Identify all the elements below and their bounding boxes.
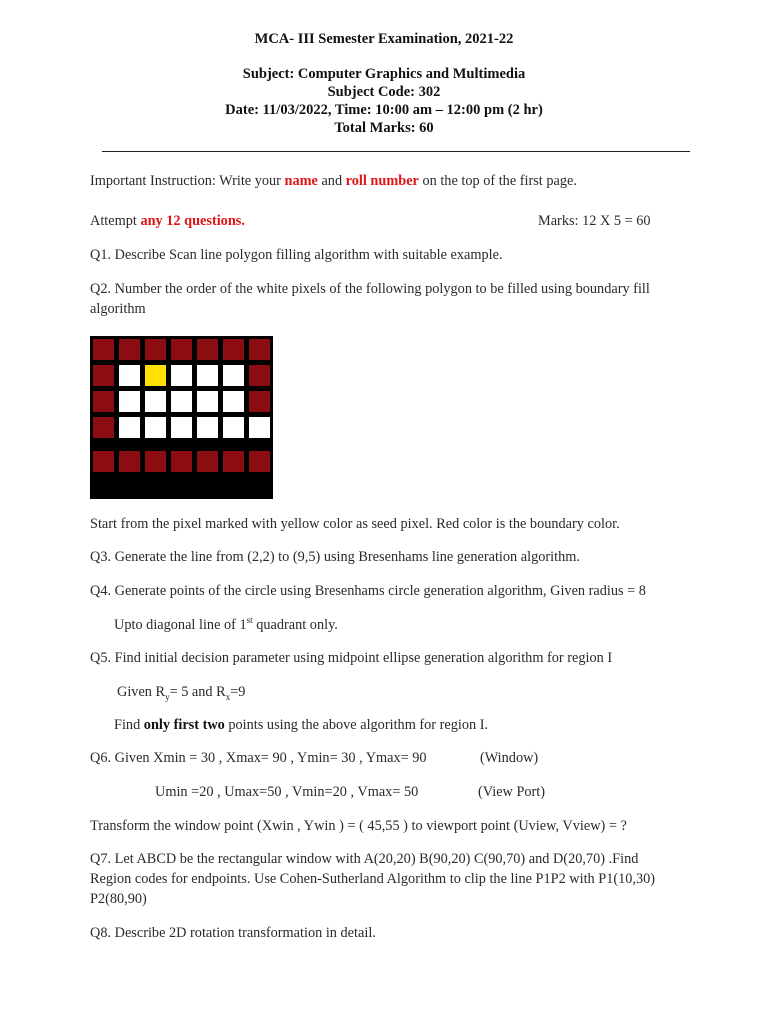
question-7-line-1: Q7. Let ABCD be the rectangular window with A(20,20) B(90,20) C(90,70) and D(20,70) .Find (90, 851, 639, 867)
exam-title: MCA- III Semester Examination, 2021-22 (254, 31, 514, 47)
question-6-window-tag: (Window) (480, 750, 539, 766)
question-2-seed-note: Start from the pixel marked with yellow color as seed pixel. Red color is the boundary color. (90, 516, 620, 532)
question-6-line-1: Q6. Given Xmin = 30 , Xmax= 90 , Ymin= 30 , Ymax= 90 (90, 750, 427, 766)
question-4-line-2 (114, 617, 338, 634)
question-6-viewport-tag: (View Port) (478, 784, 546, 800)
important-instruction (90, 173, 577, 190)
pixel-fill (197, 391, 218, 412)
pixel-boundary (223, 339, 244, 360)
q5-given-pre: Given R (117, 684, 166, 700)
pixel-fill (171, 417, 192, 438)
pixel-fill (171, 365, 192, 386)
pixel-fill (197, 417, 218, 438)
subject-line: Subject: Computer Graphics and Multimedia (242, 66, 526, 82)
pixel-fill (145, 417, 166, 438)
q4-sup: st (246, 615, 253, 626)
total-marks: Total Marks: 60 (334, 120, 434, 136)
pixel-boundary (93, 391, 114, 412)
instruction-post: on the top of the first page. (418, 173, 577, 189)
q4-post: quadrant only. (252, 617, 338, 633)
instruction-pre: Important Instruction: Write your (90, 173, 285, 189)
pixel-boundary (197, 451, 218, 472)
instruction-name: name (284, 173, 318, 189)
question-2-line-2: algorithm (90, 301, 146, 317)
attempt-highlight: any 12 questions. (140, 213, 245, 229)
question-8: Q8. Describe 2D rotation transformation in detail. (90, 925, 376, 941)
header-divider (102, 151, 690, 152)
pixel-boundary (249, 391, 270, 412)
attempt-marks: Marks: 12 X 5 = 60 (538, 213, 651, 229)
pixel-boundary (171, 451, 192, 472)
pixel-boundary (249, 365, 270, 386)
subject-code: Subject Code: 302 (327, 84, 441, 100)
pixel-boundary (197, 339, 218, 360)
q5-find-pre: Find (114, 717, 144, 733)
pixel-fill (145, 391, 166, 412)
pixel-boundary (93, 451, 114, 472)
pixel-fill (197, 365, 218, 386)
pixel-fill (223, 417, 244, 438)
pixel-boundary (249, 339, 270, 360)
pixel-fill (119, 365, 140, 386)
question-1: Q1. Describe Scan line polygon filling algorithm with suitable example. (90, 247, 503, 263)
q5-given-mid: = 5 and R (169, 684, 226, 700)
pixel-fill (249, 417, 270, 438)
q5-sub-x: x (225, 691, 231, 702)
attempt-pre: Attempt (90, 213, 141, 229)
pixel-boundary (119, 451, 140, 472)
pixel-fill (223, 365, 244, 386)
q5-sub-y: y (165, 691, 170, 702)
instruction-roll: roll number (345, 173, 419, 189)
pixel-boundary (93, 339, 114, 360)
pixel-fill (119, 417, 140, 438)
pixel-boundary (93, 365, 114, 386)
pixel-boundary (171, 339, 192, 360)
pixel-boundary (249, 451, 270, 472)
question-6-line-3: Transform the window point (Xwin , Ywin ) = ( 45,55 ) to viewport point (Uview, Vview) = ? (90, 818, 627, 834)
pixel-boundary (93, 417, 114, 438)
question-6-line-2: Umin =20 , Umax=50 , Vmin=20 , Vmax= 50 (155, 784, 419, 800)
pixel-boundary (119, 339, 140, 360)
question-5-line-1: Q5. Find initial decision parameter using midpoint ellipse generation algorithm for region I (90, 650, 613, 666)
pixel-seed (145, 365, 166, 386)
question-7-line-2: Region codes for endpoints. Use Cohen-Sutherland Algorithm to clip the line P1P2 with P1(10,30) (90, 871, 656, 887)
pixel-boundary (223, 451, 244, 472)
question-5-given (117, 684, 245, 701)
pixel-fill (223, 391, 244, 412)
q4-pre: Upto diagonal line of 1 (114, 617, 247, 633)
instruction-and: and (317, 173, 346, 189)
date-time: Date: 11/03/2022, Time: 10:00 am – 12:00 pm (2 hr) (225, 102, 543, 118)
pixel-fill (119, 391, 140, 412)
question-3: Q3. Generate the line from (2,2) to (9,5) using Bresenhams line generation algorithm. (90, 549, 580, 565)
pixel-fill (171, 391, 192, 412)
boundary-fill-pixel-grid (90, 336, 273, 499)
question-7-line-3: P2(80,90) (90, 891, 147, 907)
q5-given-post: =9 (230, 684, 246, 700)
pixel-boundary (145, 451, 166, 472)
attempt-line (90, 213, 245, 230)
q5-find-bold: only first two (143, 717, 225, 733)
question-4-line-1: Q4. Generate points of the circle using Bresenhams circle generation algorithm, Given radius = 8 (90, 583, 646, 599)
pixel-boundary (145, 339, 166, 360)
q5-find-post: points using the above algorithm for region I. (224, 717, 489, 733)
question-5-find (114, 717, 488, 734)
question-2-line-1: Q2. Number the order of the white pixels of the following polygon to be filled using boundary fill (90, 281, 650, 297)
